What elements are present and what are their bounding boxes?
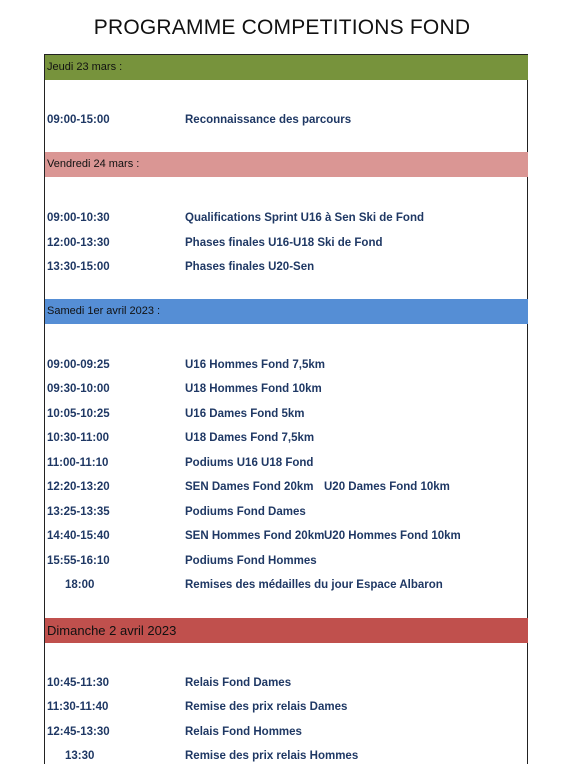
- event-name-secondary: U20 Hommes Fond 10km: [324, 530, 461, 542]
- time-slot: 13:25-13:35: [47, 506, 110, 518]
- schedule-row: [47, 504, 525, 520]
- time-slot: 15:55-16:10: [47, 555, 110, 567]
- schedule-row: [47, 699, 525, 715]
- schedule-row: [47, 675, 525, 691]
- time-slot: 12:00-13:30: [47, 237, 110, 249]
- event-name: Remises des médailles du jour Espace Albaron: [185, 579, 443, 591]
- day-header-thursday: Jeudi 23 mars :: [45, 55, 528, 80]
- schedule-row: [47, 553, 525, 569]
- event-name: Relais Fond Dames: [185, 677, 292, 689]
- schedule-row: [47, 112, 525, 128]
- time-slot: 11:30-11:40: [47, 701, 109, 713]
- event-name: Phases finales U16-U18 Ski de Fond: [185, 237, 383, 249]
- schedule-row: [47, 381, 525, 397]
- time-slot: 11:00-11:10: [47, 457, 109, 469]
- time-slot: 12:45-13:30: [47, 726, 110, 738]
- event-name: Remise des prix relais Dames: [185, 701, 348, 713]
- event-name: Podiums U16 U18 Fond: [185, 457, 314, 469]
- time-slot: 13:30-15:00: [47, 261, 110, 273]
- event-name: SEN Hommes Fond 20km: [185, 530, 325, 542]
- schedule-row: [47, 455, 525, 471]
- day-header-saturday: Samedi 1er avril 2023 :: [45, 299, 528, 324]
- event-name: Relais Fond Hommes: [185, 726, 302, 738]
- schedule-row: [47, 724, 525, 740]
- time-slot: 18:00: [65, 579, 95, 591]
- time-slot: 10:05-10:25: [47, 408, 110, 420]
- time-slot: 09:00-10:30: [47, 212, 110, 224]
- event-name: Phases finales U20-Sen: [185, 261, 315, 273]
- event-name: U16 Dames Fond 5km: [185, 408, 305, 420]
- event-name: U18 Hommes Fond 10km: [185, 383, 322, 395]
- event-name: Remise des prix relais Hommes: [185, 750, 359, 762]
- day-header-friday: Vendredi 24 mars :: [45, 152, 528, 177]
- time-slot: 14:40-15:40: [47, 530, 110, 542]
- day-header-sunday: Dimanche 2 avril 2023: [45, 618, 528, 643]
- event-name: Podiums Fond Hommes: [185, 555, 317, 567]
- schedule-row: [47, 357, 525, 373]
- schedule-row: [47, 528, 525, 544]
- time-slot: 09:00-09:25: [47, 359, 110, 371]
- schedule-row: [47, 479, 525, 495]
- event-name: Podiums Fond Dames: [185, 506, 306, 518]
- event-name: SEN Dames Fond 20km: [185, 481, 314, 493]
- time-slot: 09:00-15:00: [47, 114, 110, 126]
- time-slot: 10:30-11:00: [47, 432, 110, 444]
- schedule-row: [47, 259, 525, 275]
- event-name: Qualifications Sprint U16 à Sen Ski de Fond: [185, 212, 424, 224]
- page-title: PROGRAMME COMPETITIONS FOND: [93, 16, 471, 39]
- schedule-row: [47, 235, 525, 251]
- event-name-secondary: U20 Dames Fond 10km: [324, 481, 450, 493]
- time-slot: 10:45-11:30: [47, 677, 110, 689]
- event-name: U18 Dames Fond 7,5km: [185, 432, 315, 444]
- time-slot: 09:30-10:00: [47, 383, 110, 395]
- schedule-row: [47, 210, 525, 226]
- schedule-row: [47, 430, 525, 446]
- time-slot: 13:30: [65, 750, 95, 762]
- schedule-row: [47, 577, 525, 593]
- time-slot: 12:20-13:20: [47, 481, 110, 493]
- event-name: Reconnaissance des parcours: [185, 114, 352, 126]
- schedule-row: [47, 748, 525, 764]
- schedule-row: [47, 406, 525, 422]
- event-name: U16 Hommes Fond 7,5km: [185, 359, 325, 371]
